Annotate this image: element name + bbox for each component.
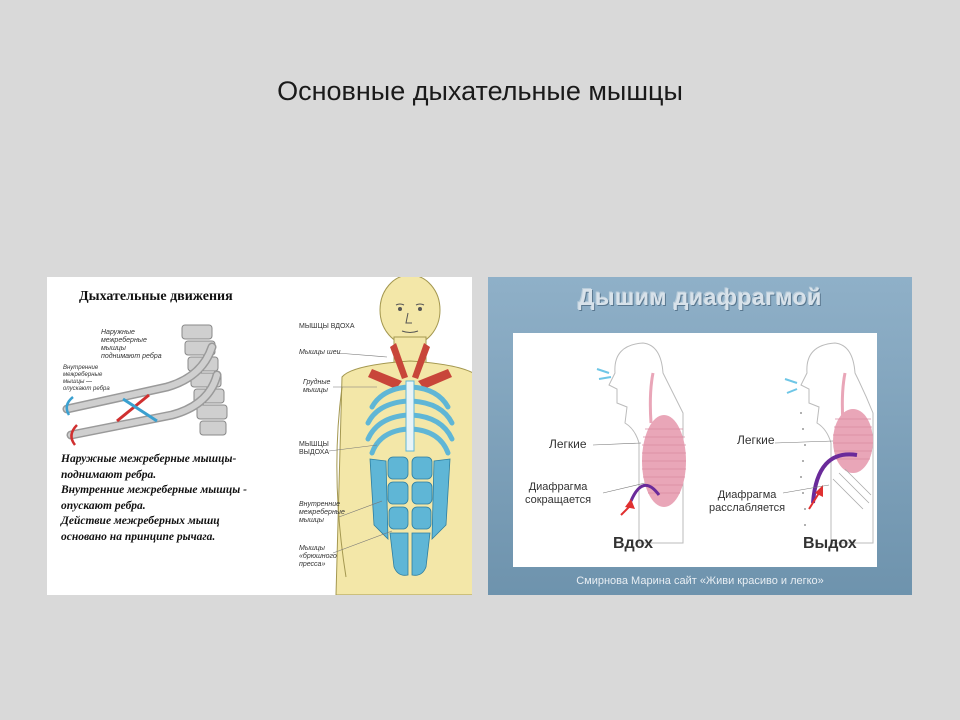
breathing-movements-diagram [47,277,472,595]
breathing-movements-title: Дыхательные движения [79,289,233,304]
intercostal-description: Наружные межреберные мышцы- поднимают ребра. Внутренние межреберные мышцы - опускают ребра. Действие межреберных мышц основано на принципе рычага. [61,453,247,543]
diaphragm-breathing-title: Дышим диафрагмой [578,284,822,310]
internal-intercostal-label: Внутренние межреберные мышцы — опускают ребра [63,365,110,392]
diaphragm-breathing-panel [488,277,912,595]
inhale-caption: Вдох [613,535,653,552]
abdominal-muscles-label: Мышцы «брюшного пресса» [299,545,337,568]
exhale-lungs-label: Легкие [737,433,775,447]
slide-title: Основные дыхательные мышцы [277,76,683,106]
inhale-lungs-label: Легкие [549,437,587,451]
internal-intercostal-torso-label: Внутренние межреберные мышцы [299,501,345,524]
source-credit: Смирнова Марина сайт «Живи красиво и легко» [576,575,824,587]
neck-muscles-label: Мышцы шеи [299,349,341,356]
inhale-diaphragm-label: Диафрагма сокращается [525,481,592,506]
exhale-caption: Выдох [803,535,857,552]
diaphragm-diagram [513,333,877,567]
exhale-muscles-label: МЫШЦЫ ВЫДОХА [299,441,330,456]
exhale-diaphragm-label: Диафрагма расслабляется [709,489,786,514]
external-intercostal-label: Наружные межреберные мышцы поднимают ребра [101,329,162,360]
inhale-muscles-label: МЫШЦЫ ВДОХА [299,323,355,330]
chest-muscles-label: Грудные мышцы [303,379,331,394]
